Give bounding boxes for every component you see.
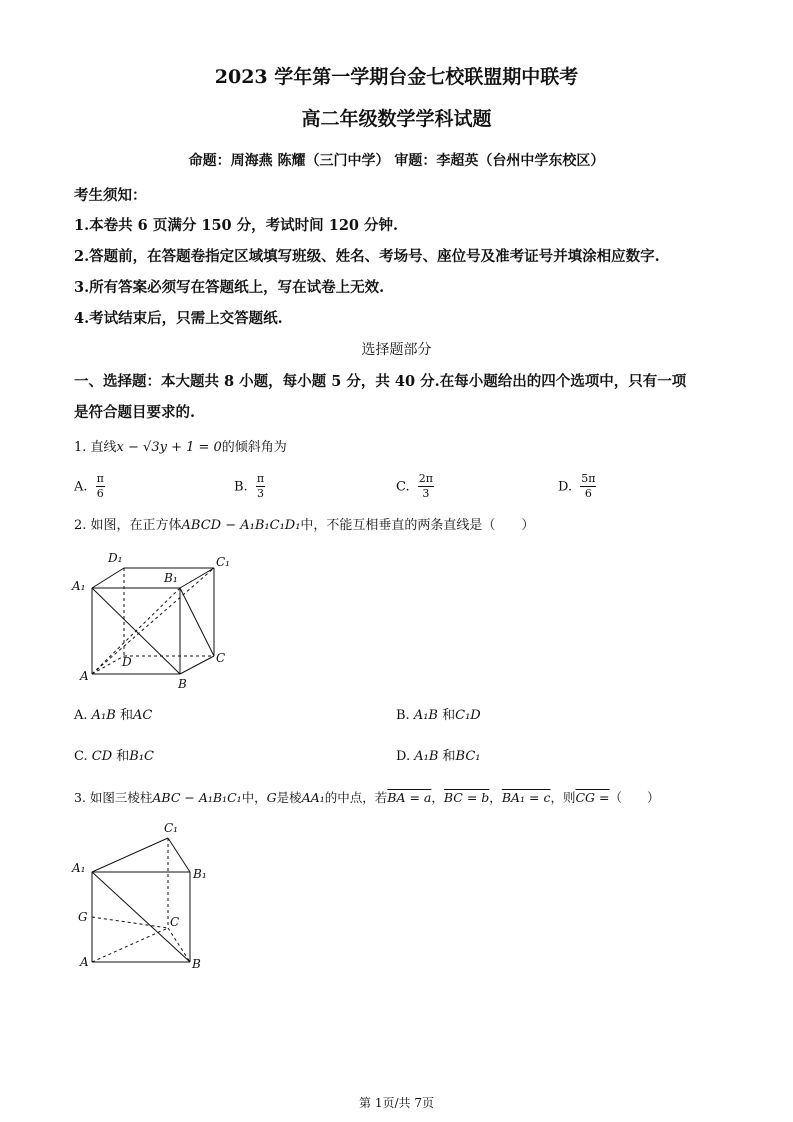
option-label: A. (74, 479, 88, 495)
q2-option-d[interactable] (396, 745, 481, 764)
q2-prefix: 2. 如图，在正方体 (74, 518, 182, 533)
label-c: C (170, 915, 180, 929)
q3-text: （ ） (609, 790, 660, 805)
section-instruction: 一、选择题：本大题共 8 小题，每小题 5 分，共 40 分.在每小题给出的四个选项中，只有一项 (74, 373, 687, 390)
option-label: A. (74, 708, 88, 723)
line-name: CD (91, 749, 113, 764)
line-name: AC (132, 708, 153, 723)
line-name: C₁D (455, 708, 481, 723)
vector-ba1: BA₁ = c (501, 790, 551, 805)
denominator: 3 (422, 487, 430, 501)
option-label: C. (396, 479, 410, 495)
q3-point: G (266, 790, 277, 805)
q3-text: 中， (241, 790, 267, 805)
label-a: A (80, 669, 89, 683)
line-b1c (180, 588, 214, 656)
question-2 (74, 514, 534, 533)
q1-equation: x − √3y + 1 = 0 (116, 440, 222, 455)
q2-option-a[interactable] (74, 704, 152, 723)
q3-text: 是棱 (276, 790, 302, 805)
line-gc-hidden (92, 917, 168, 928)
denominator: 6 (96, 487, 104, 501)
question-3: 3. 如图三棱柱ABC − A₁B₁C₁中，G是棱AA₁的中点，若BA = a，BC = b，BA₁ = c，则CG =（ ） (74, 790, 660, 805)
prism-figure (70, 818, 220, 976)
label-b: B (192, 957, 201, 971)
numerator: π (256, 472, 265, 487)
section-name: 选择题部分 (361, 342, 432, 358)
vector-ba: BA = a (387, 790, 432, 805)
label-d: D (122, 655, 132, 669)
label-b1: B₁ (193, 867, 207, 881)
label-c: C (216, 651, 226, 665)
edge-ad-hidden (92, 656, 124, 674)
exam-subtitle: 高二年级数学学科试题 (301, 108, 492, 130)
option-label: B. (234, 479, 248, 495)
line-name: A₁B (91, 708, 116, 723)
label-a1: A₁ (72, 579, 86, 593)
q3-text: ，则 (550, 790, 576, 805)
line-name: A₁B (413, 708, 438, 723)
fraction (418, 472, 434, 502)
numerator: 5π (580, 472, 596, 487)
edge-c1b1 (168, 838, 190, 872)
q2-suffix: 中，不能互相垂直的两条直线是（ ） (300, 518, 535, 533)
label-c1: C₁ (216, 555, 230, 569)
exam-authors: 命题：周海燕 陈耀（三门中学） 审题：李超英（台州中学东校区） (188, 153, 605, 169)
vector-bc: BC = b (443, 790, 490, 805)
section-instruction-cont: 是符合题目要求的. (74, 404, 196, 421)
edge-bc (180, 656, 214, 674)
q2-option-b[interactable] (396, 704, 481, 723)
option-label: C. (74, 749, 88, 764)
q1-suffix: 的倾斜角为 (221, 440, 287, 455)
line-ac1-hidden (92, 568, 214, 674)
denominator: 3 (256, 487, 264, 501)
q1-prefix: 1. 直线 (74, 440, 117, 455)
label-b1: B₁ (164, 571, 178, 585)
label-a: A (80, 955, 89, 969)
cube-figure (70, 548, 240, 690)
edge-a1d1 (92, 568, 124, 588)
q3-solid: ABC − A₁B₁C₁ (152, 790, 242, 805)
numerator: π (96, 472, 105, 487)
edge-ac-hidden (92, 928, 168, 962)
option-label: D. (558, 479, 573, 495)
joiner: 和 (442, 749, 456, 764)
q3-text: 的中点，若 (324, 790, 388, 805)
joiner: 和 (119, 708, 133, 723)
q2-solid: ABCD − A₁B₁C₁D₁ (181, 518, 301, 533)
joiner: 和 (442, 708, 456, 723)
label-a1: A₁ (72, 861, 86, 875)
line-name: BC₁ (455, 749, 481, 764)
page-number: 第 1页/共 7页 (359, 1096, 434, 1110)
label-c1: C₁ (164, 821, 178, 835)
option-label: D. (396, 749, 411, 764)
label-g: G (78, 910, 88, 924)
option-label: B. (396, 708, 410, 723)
notice-item: 4.考试结束后，只需上交答题纸. (74, 310, 283, 327)
vector-cg: CG = (575, 790, 610, 805)
q1-option-a[interactable] (74, 472, 105, 502)
fraction (96, 472, 105, 502)
q1-option-d[interactable] (558, 472, 596, 502)
edge-b1c1 (180, 568, 214, 588)
fraction (580, 472, 596, 502)
joiner: 和 (116, 749, 130, 764)
fraction (256, 472, 265, 502)
exam-title: 2023 学年第一学期台金七校联盟期中联考 (214, 66, 579, 88)
label-d1: D₁ (108, 551, 123, 565)
notice-item: 3.所有答案必须写在答题纸上，写在试卷上无效. (74, 279, 385, 296)
denominator: 6 (584, 487, 592, 501)
notice-item: 1.本卷共 6 页满分 150 分，考试时间 120 分钟. (74, 217, 399, 234)
notice-heading: 考生须知： (74, 187, 147, 204)
label-b: B (178, 677, 187, 690)
question-1 (74, 436, 287, 455)
q2-option-c[interactable] (74, 745, 154, 764)
q1-option-c[interactable] (396, 472, 434, 502)
edge-a1c1 (92, 838, 168, 872)
line-name: B₁C (129, 749, 155, 764)
numerator: 2π (418, 472, 434, 487)
q1-option-b[interactable] (234, 472, 265, 502)
line-name: A₁B (414, 749, 439, 764)
notice-item: 2.答题前，在答题卷指定区域填写班级、姓名、考场号、座位号及准考证号并填涂相应数字. (74, 248, 660, 265)
q3-prefix: 3. 如图三棱柱 (74, 790, 153, 805)
q3-edge: AA₁ (301, 790, 325, 805)
